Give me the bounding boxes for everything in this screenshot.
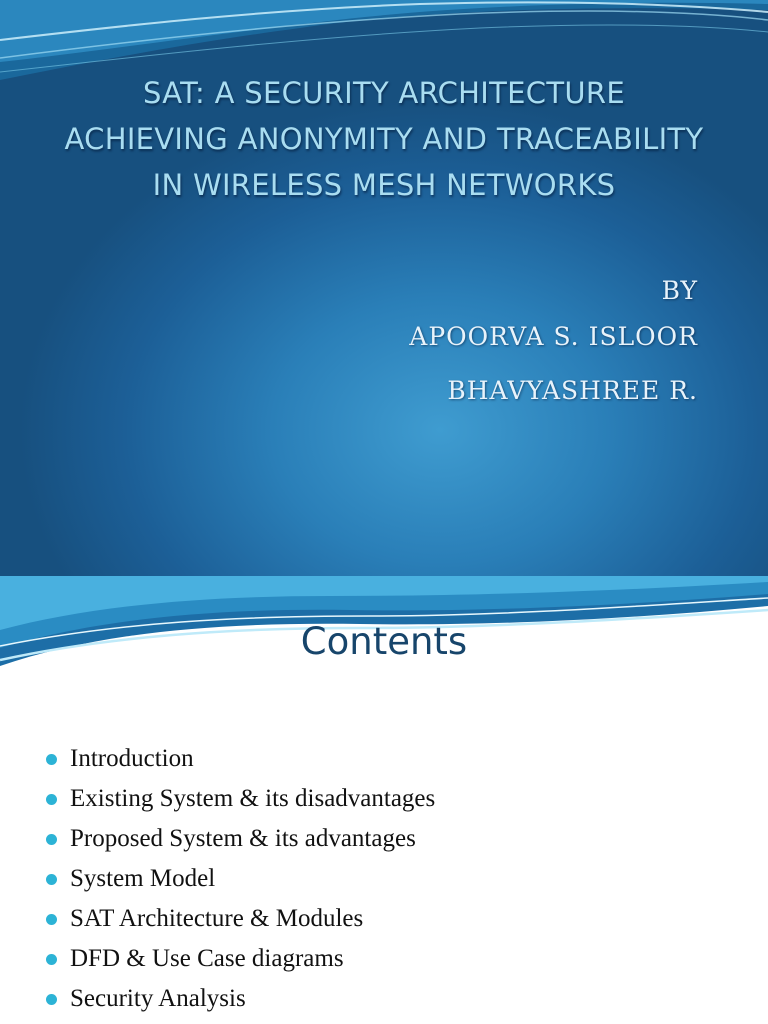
list-item-label: System Model bbox=[70, 865, 216, 892]
list-item bbox=[46, 742, 435, 782]
contents-title: Contents bbox=[300, 620, 468, 663]
author-name: BHAVYASHREE R. bbox=[447, 376, 698, 405]
author-name: APOORVA S. ISLOOR bbox=[409, 322, 698, 351]
presentation-title: SAT: A SECURITY ARCHITECTURE ACHIEVING ANONYMITY AND TRACEABILITY IN WIRELESS MESH NETWORKS bbox=[64, 76, 704, 202]
list-item-label: Introduction bbox=[70, 745, 194, 772]
bullet-icon bbox=[46, 754, 57, 765]
list-item bbox=[46, 782, 435, 822]
list-item-label: SAT Architecture & Modules bbox=[70, 905, 364, 932]
contents-slide bbox=[0, 576, 768, 1024]
bullet-icon bbox=[46, 954, 57, 965]
list-item bbox=[46, 942, 435, 982]
list-item-label: Proposed System & its advantages bbox=[70, 825, 416, 852]
list-item bbox=[46, 982, 435, 1022]
bullet-icon bbox=[46, 994, 57, 1005]
list-item bbox=[46, 862, 435, 902]
by-label: BY bbox=[661, 276, 698, 305]
list-item bbox=[46, 822, 435, 862]
list-item bbox=[46, 902, 435, 942]
list-item-label: Existing System & its disadvantages bbox=[70, 785, 436, 812]
bullet-icon bbox=[46, 834, 57, 845]
list-item-label: Security Analysis bbox=[70, 985, 246, 1012]
bullet-icon bbox=[46, 874, 57, 885]
contents-list bbox=[46, 742, 435, 1022]
bullet-icon bbox=[46, 914, 57, 925]
list-item-label: DFD & Use Case diagrams bbox=[70, 945, 344, 972]
bullet-icon bbox=[46, 794, 57, 805]
